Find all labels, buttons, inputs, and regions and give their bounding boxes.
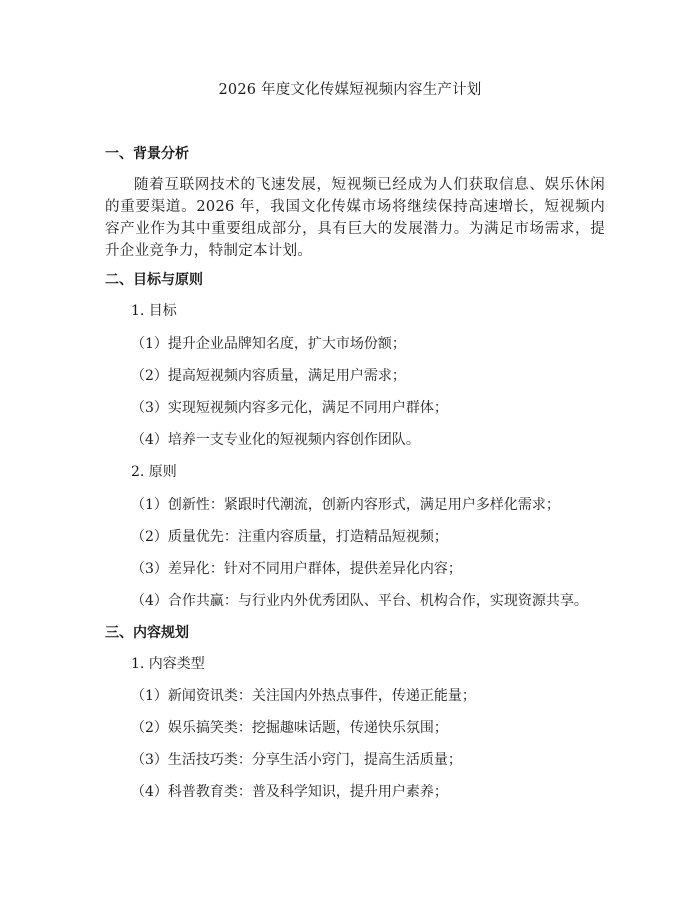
section-heading-background: 一、背景分析 bbox=[105, 146, 189, 162]
goal-item: （3）实现短视频内容多元化，满足不同用户群体； bbox=[131, 400, 448, 416]
background-paragraph: 随着互联网技术的飞速发展，短视频已经成为人们获取信息、娱乐休闲的重要渠道。2026 年，我国文化传媒市场将继续保持高速增长，短视频内容产业作为其中重要组成部分，具有巨大的发展潜力。为满足市场需求，提升企业竞争力，特制定本计划。 bbox=[105, 177, 605, 259]
content-type-item: （4）科普教育类：普及科学知识，提升用户素养； bbox=[131, 784, 448, 800]
principle-item: （4）合作共赢：与行业内外优秀团队、平台、机构合作，实现资源共享。 bbox=[131, 593, 588, 609]
principle-item: （2）质量优先：注重内容质量，打造精品短视频； bbox=[131, 529, 448, 545]
goal-item: （2）提高短视频内容质量，满足用户需求； bbox=[131, 368, 406, 384]
content-type-item: （1）新闻资讯类：关注国内外热点事件，传递正能量； bbox=[131, 688, 476, 704]
principle-item: （1）创新性：紧跟时代潮流，创新内容形式，满足用户多样化需求； bbox=[131, 497, 560, 513]
goal-item: （1）提升企业品牌知名度，扩大市场份额； bbox=[131, 336, 406, 352]
subheading-principles: 2. 原则 bbox=[131, 464, 177, 480]
subheading-content-types: 1. 内容类型 bbox=[131, 656, 205, 672]
content-type-item: （3）生活技巧类：分享生活小窍门，提高生活质量； bbox=[131, 752, 462, 768]
principle-item: （3）差异化：针对不同用户群体，提供差异化内容； bbox=[131, 561, 462, 577]
document-title: 2026 年度文化传媒短视频内容生产计划 bbox=[218, 82, 482, 98]
goal-item: （4）培养一支专业化的短视频内容创作团队。 bbox=[131, 432, 420, 448]
subheading-goals: 1. 目标 bbox=[131, 303, 177, 319]
section-heading-content-planning: 三、内容规划 bbox=[105, 625, 189, 641]
section-heading-goals-principles: 二、目标与原则 bbox=[105, 272, 203, 288]
content-type-item: （2）娱乐搞笑类：挖掘趣味话题，传递快乐氛围； bbox=[131, 720, 448, 736]
